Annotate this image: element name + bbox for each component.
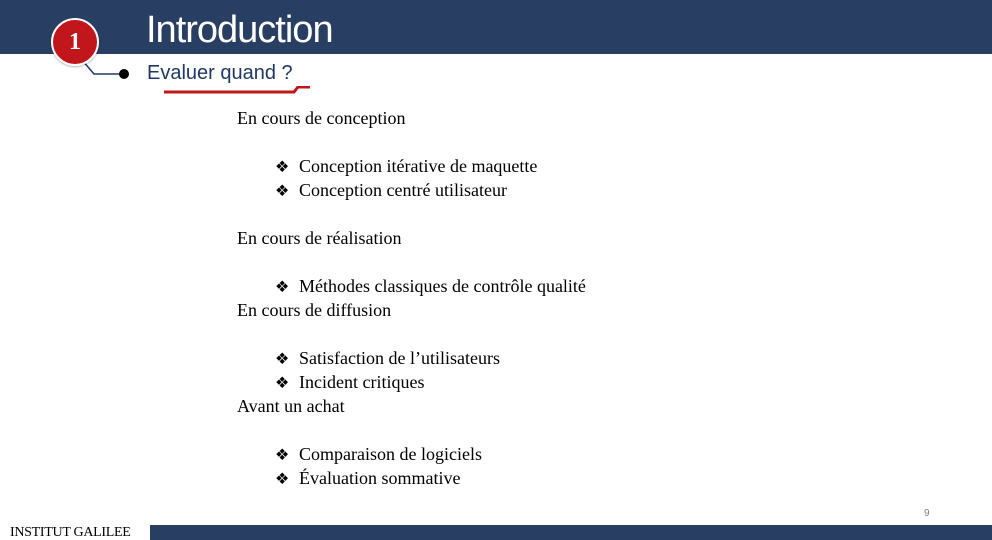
list-item xyxy=(275,274,586,300)
list-item xyxy=(275,370,424,396)
diamond-bullet-icon: ❖ xyxy=(275,351,290,368)
slide-subtitle: Evaluer quand ? xyxy=(147,62,293,84)
page-number: 9 xyxy=(924,508,930,519)
footer-institution-label: INSTITUT GALILEE xyxy=(0,525,150,540)
list-item-text: Conception itérative de maquette xyxy=(299,156,538,176)
section-title: Avant un achat xyxy=(237,396,345,416)
list-item xyxy=(275,178,507,204)
diamond-bullet-icon: ❖ xyxy=(275,447,290,464)
list-item-text: Satisfaction de l’utilisateurs xyxy=(299,348,500,368)
subtitle-underline-icon xyxy=(164,86,312,94)
diamond-bullet-icon: ❖ xyxy=(275,159,290,176)
diamond-bullet-icon: ❖ xyxy=(275,375,290,392)
list-item-text: Conception centré utilisateur xyxy=(299,180,507,200)
list-item-text: Incident critiques xyxy=(299,372,425,392)
list-item-text: Méthodes classiques de contrôle qualité xyxy=(299,276,586,296)
diamond-bullet-icon: ❖ xyxy=(275,183,290,200)
list-item xyxy=(275,442,482,468)
section-number: 1 xyxy=(69,28,81,55)
section-title: En cours de réalisation xyxy=(237,228,402,248)
diamond-bullet-icon: ❖ xyxy=(275,471,290,488)
diamond-bullet-icon: ❖ xyxy=(275,279,290,296)
list-item-text: Comparaison de logiciels xyxy=(299,444,482,464)
connector-line-icon xyxy=(80,60,140,80)
list-item xyxy=(275,466,460,492)
list-item xyxy=(275,346,500,372)
slide-title: Introduction xyxy=(146,9,333,51)
section-number-badge xyxy=(51,18,99,66)
section-title: En cours de conception xyxy=(237,108,406,128)
section-title: En cours de diffusion xyxy=(237,300,392,320)
list-item-text: Évaluation sommative xyxy=(299,468,461,488)
list-item xyxy=(275,154,537,180)
